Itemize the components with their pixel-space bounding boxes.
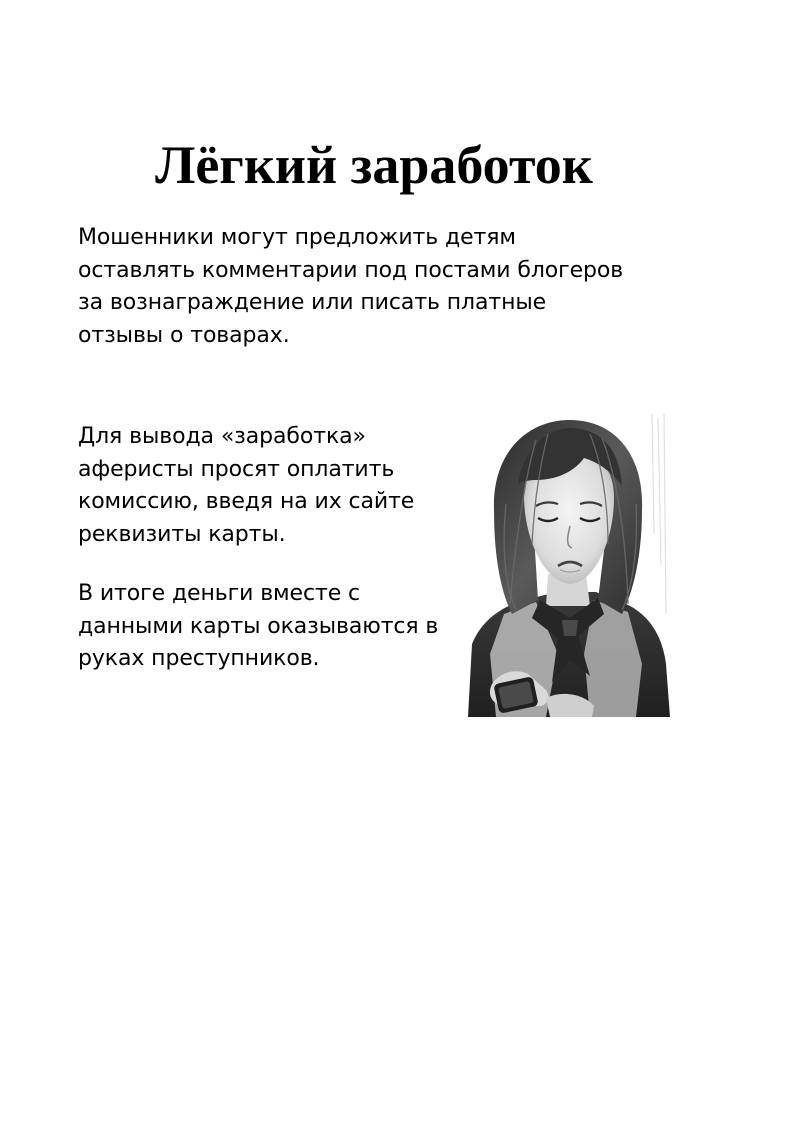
sad-girl-drawing (466, 414, 670, 717)
page-title: Лёгкий заработок (155, 135, 593, 195)
sad-girl-illustration (466, 414, 670, 717)
background-strokes (652, 414, 666, 614)
intro-paragraph: Мошенники могут предложить детям оставлять комментарии под постами блогеров за вознаграждение или писать платные отзывы о товарах. (78, 225, 624, 348)
outcome-paragraph: В итоге деньги вместе с данными карты оказываются в руках преступников. (78, 581, 439, 671)
withdrawal-paragraph: Для вывода «заработка» аферисты просят оплатить комиссию, введя на их сайте реквизиты карты. (78, 424, 415, 547)
